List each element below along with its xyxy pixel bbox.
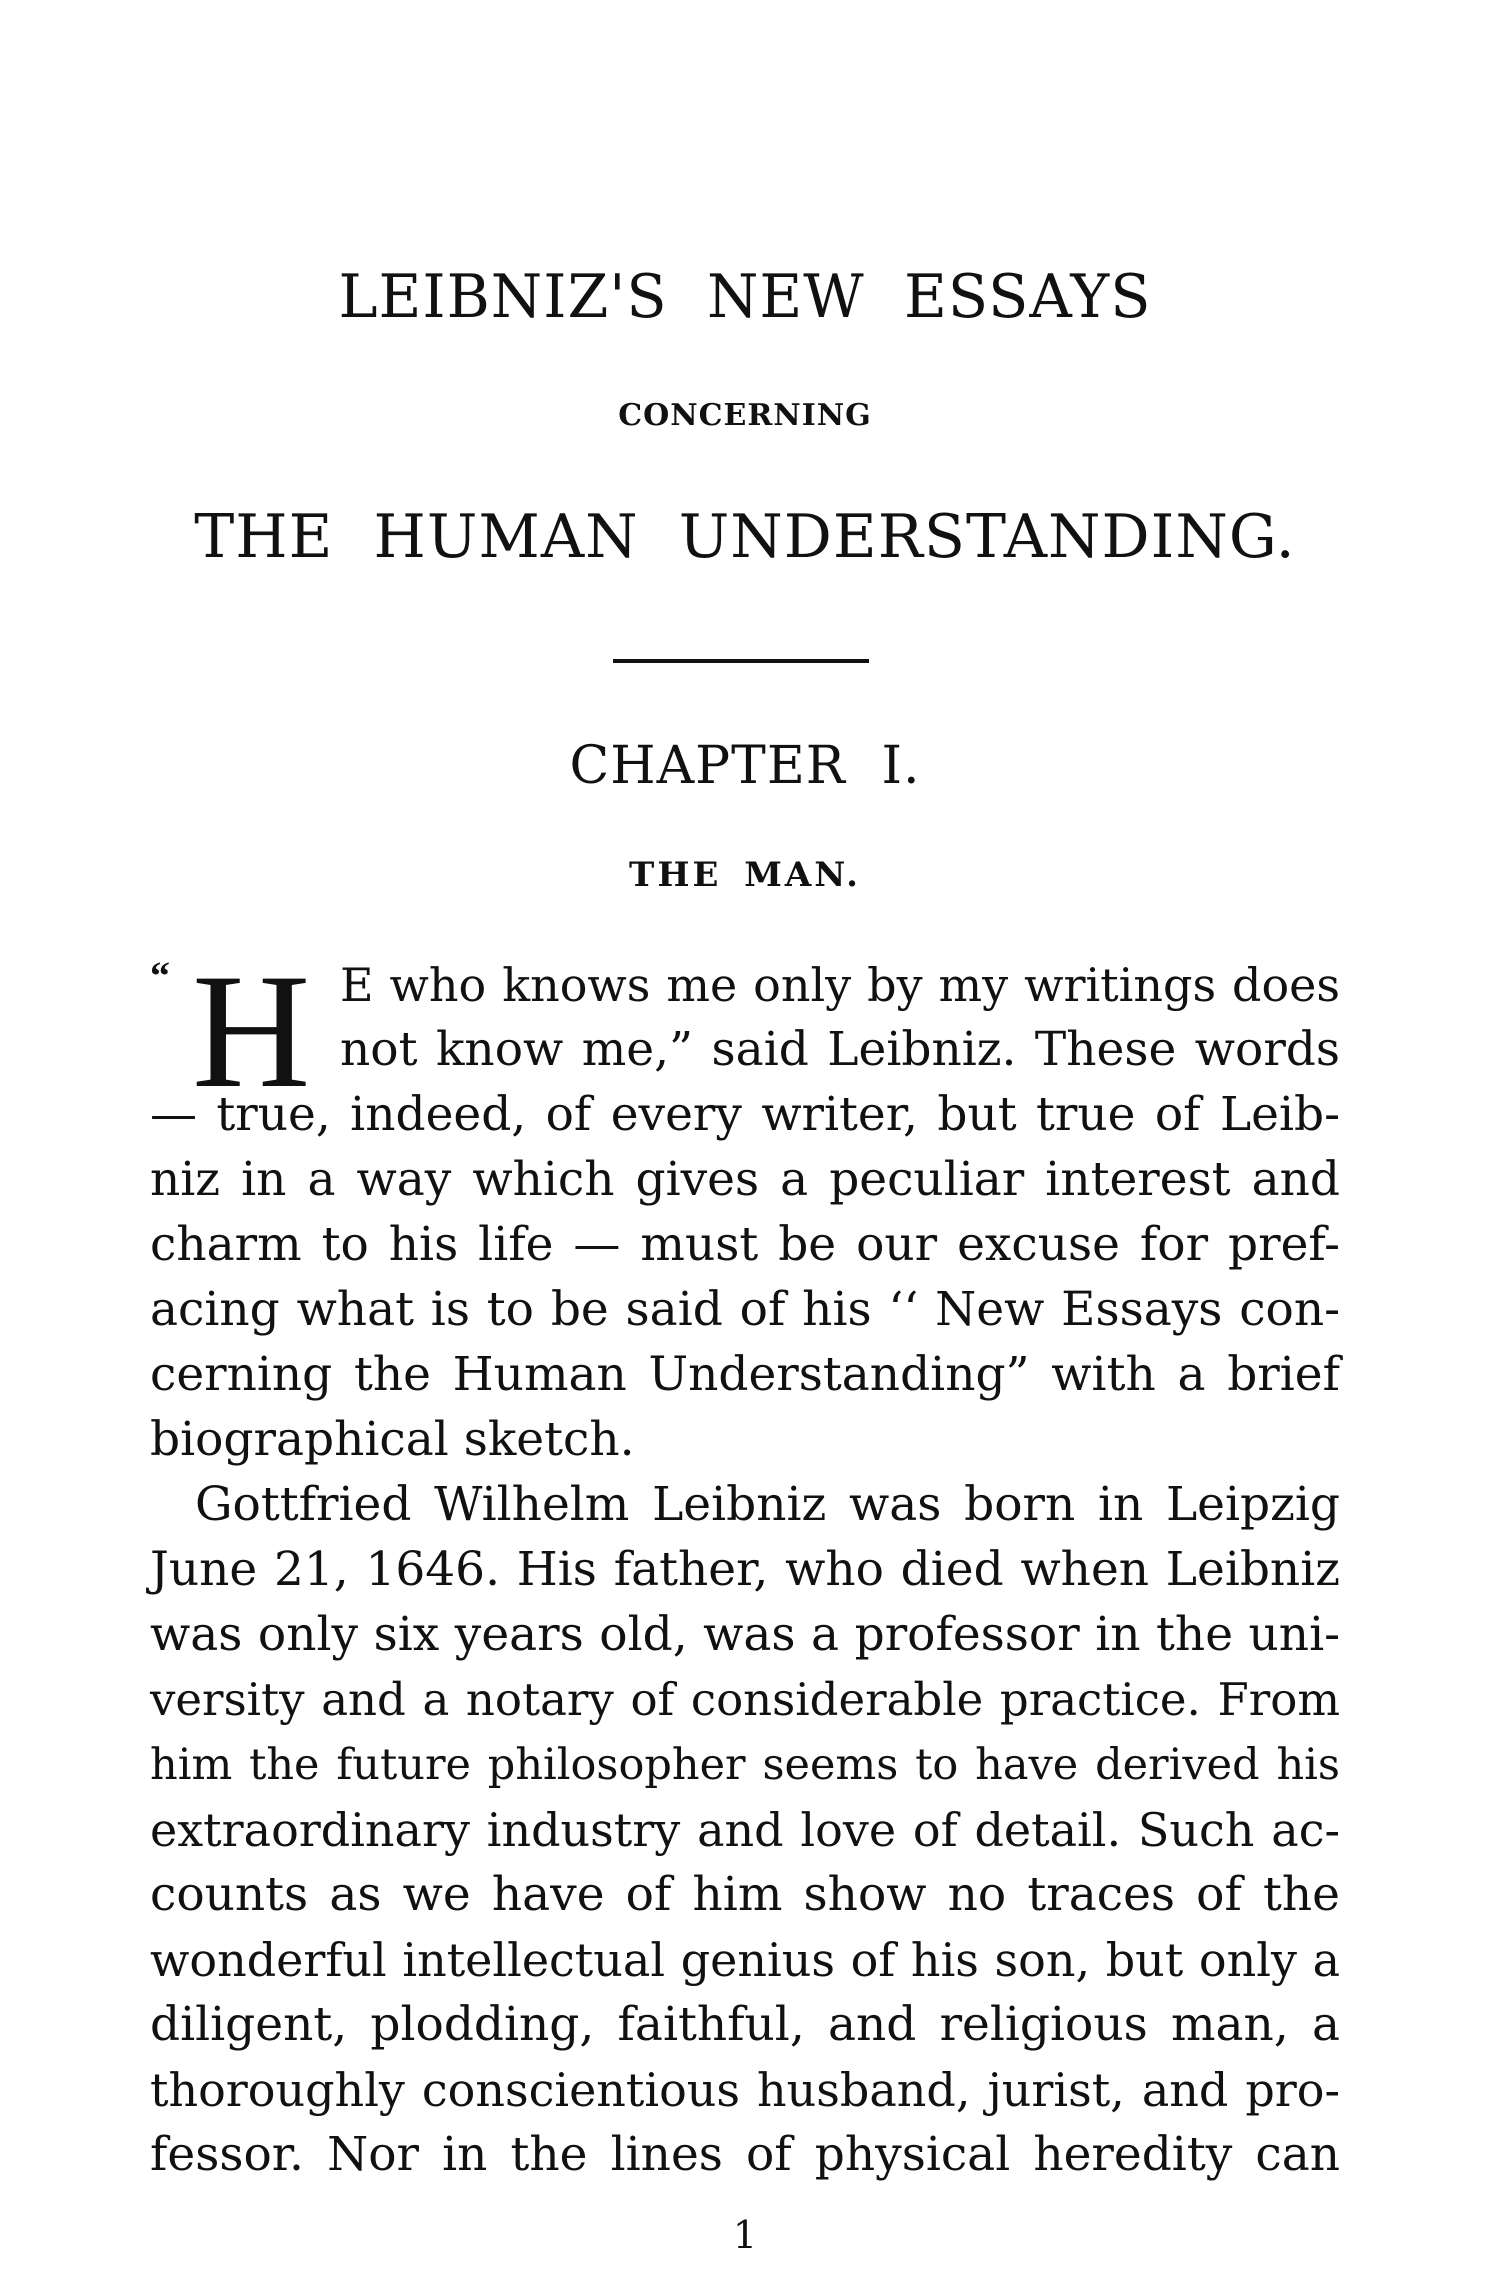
body-line: — true, indeed, of every writer, but true of Leib- <box>150 1087 1340 1142</box>
book-subtitle: THE HUMAN UNDERSTANDING. <box>194 502 1296 572</box>
body-line: thoroughly conscientious husband, jurist, and pro- <box>150 2063 1340 2117</box>
section-title: THE MAN. <box>629 855 861 895</box>
body-line: versity and a notary of considerable practice. From <box>150 1673 1340 1726</box>
body-line: biographical sketch. <box>150 1412 635 1467</box>
opening-quote-mark: “ <box>150 953 170 998</box>
body-line: extraordinary industry and love of detail. Such ac- <box>150 1803 1340 1857</box>
body-line: Gottfried Wilhelm Leibniz was born in Leipzig <box>195 1477 1340 1532</box>
body-line: diligent, plodding, faithful, and religious man, a <box>150 1997 1340 2052</box>
body-line: wonderful intellectual genius of his son, but only a <box>150 1933 1340 1987</box>
body-line: charm to his life — must be our excuse for pref- <box>150 1217 1340 1272</box>
concerning-label: CONCERNING <box>618 398 872 433</box>
title-divider-rule <box>613 659 869 663</box>
body-line: fessor. Nor in the lines of physical heredity can <box>150 2127 1340 2182</box>
body-line: him the future philosopher seems to have derived his <box>150 1740 1340 1790</box>
body-line: was only six years old, was a professor in the uni- <box>150 1607 1340 1662</box>
body-line: June 21, 1646. His father, who died when Leibniz <box>150 1542 1340 1597</box>
body-line: niz in a way which gives a peculiar interest and <box>150 1152 1340 1207</box>
body-line: E who knows me only by my writings does <box>340 958 1340 1012</box>
drop-cap-letter: H <box>192 941 311 1122</box>
book-title: LEIBNIZ'S NEW ESSAYS <box>338 262 1152 332</box>
body-line: not know me,” said Leibniz. These words <box>340 1022 1340 1077</box>
body-line: cerning the Human Understanding” with a brief <box>150 1347 1340 1402</box>
body-line: acing what is to be said of his ‘‘ New Essays con- <box>150 1282 1340 1337</box>
body-line: counts as we have of him show no traces of the <box>150 1867 1340 1922</box>
chapter-heading: CHAPTER I. <box>569 736 921 796</box>
page-number: 1 <box>732 2213 758 2257</box>
